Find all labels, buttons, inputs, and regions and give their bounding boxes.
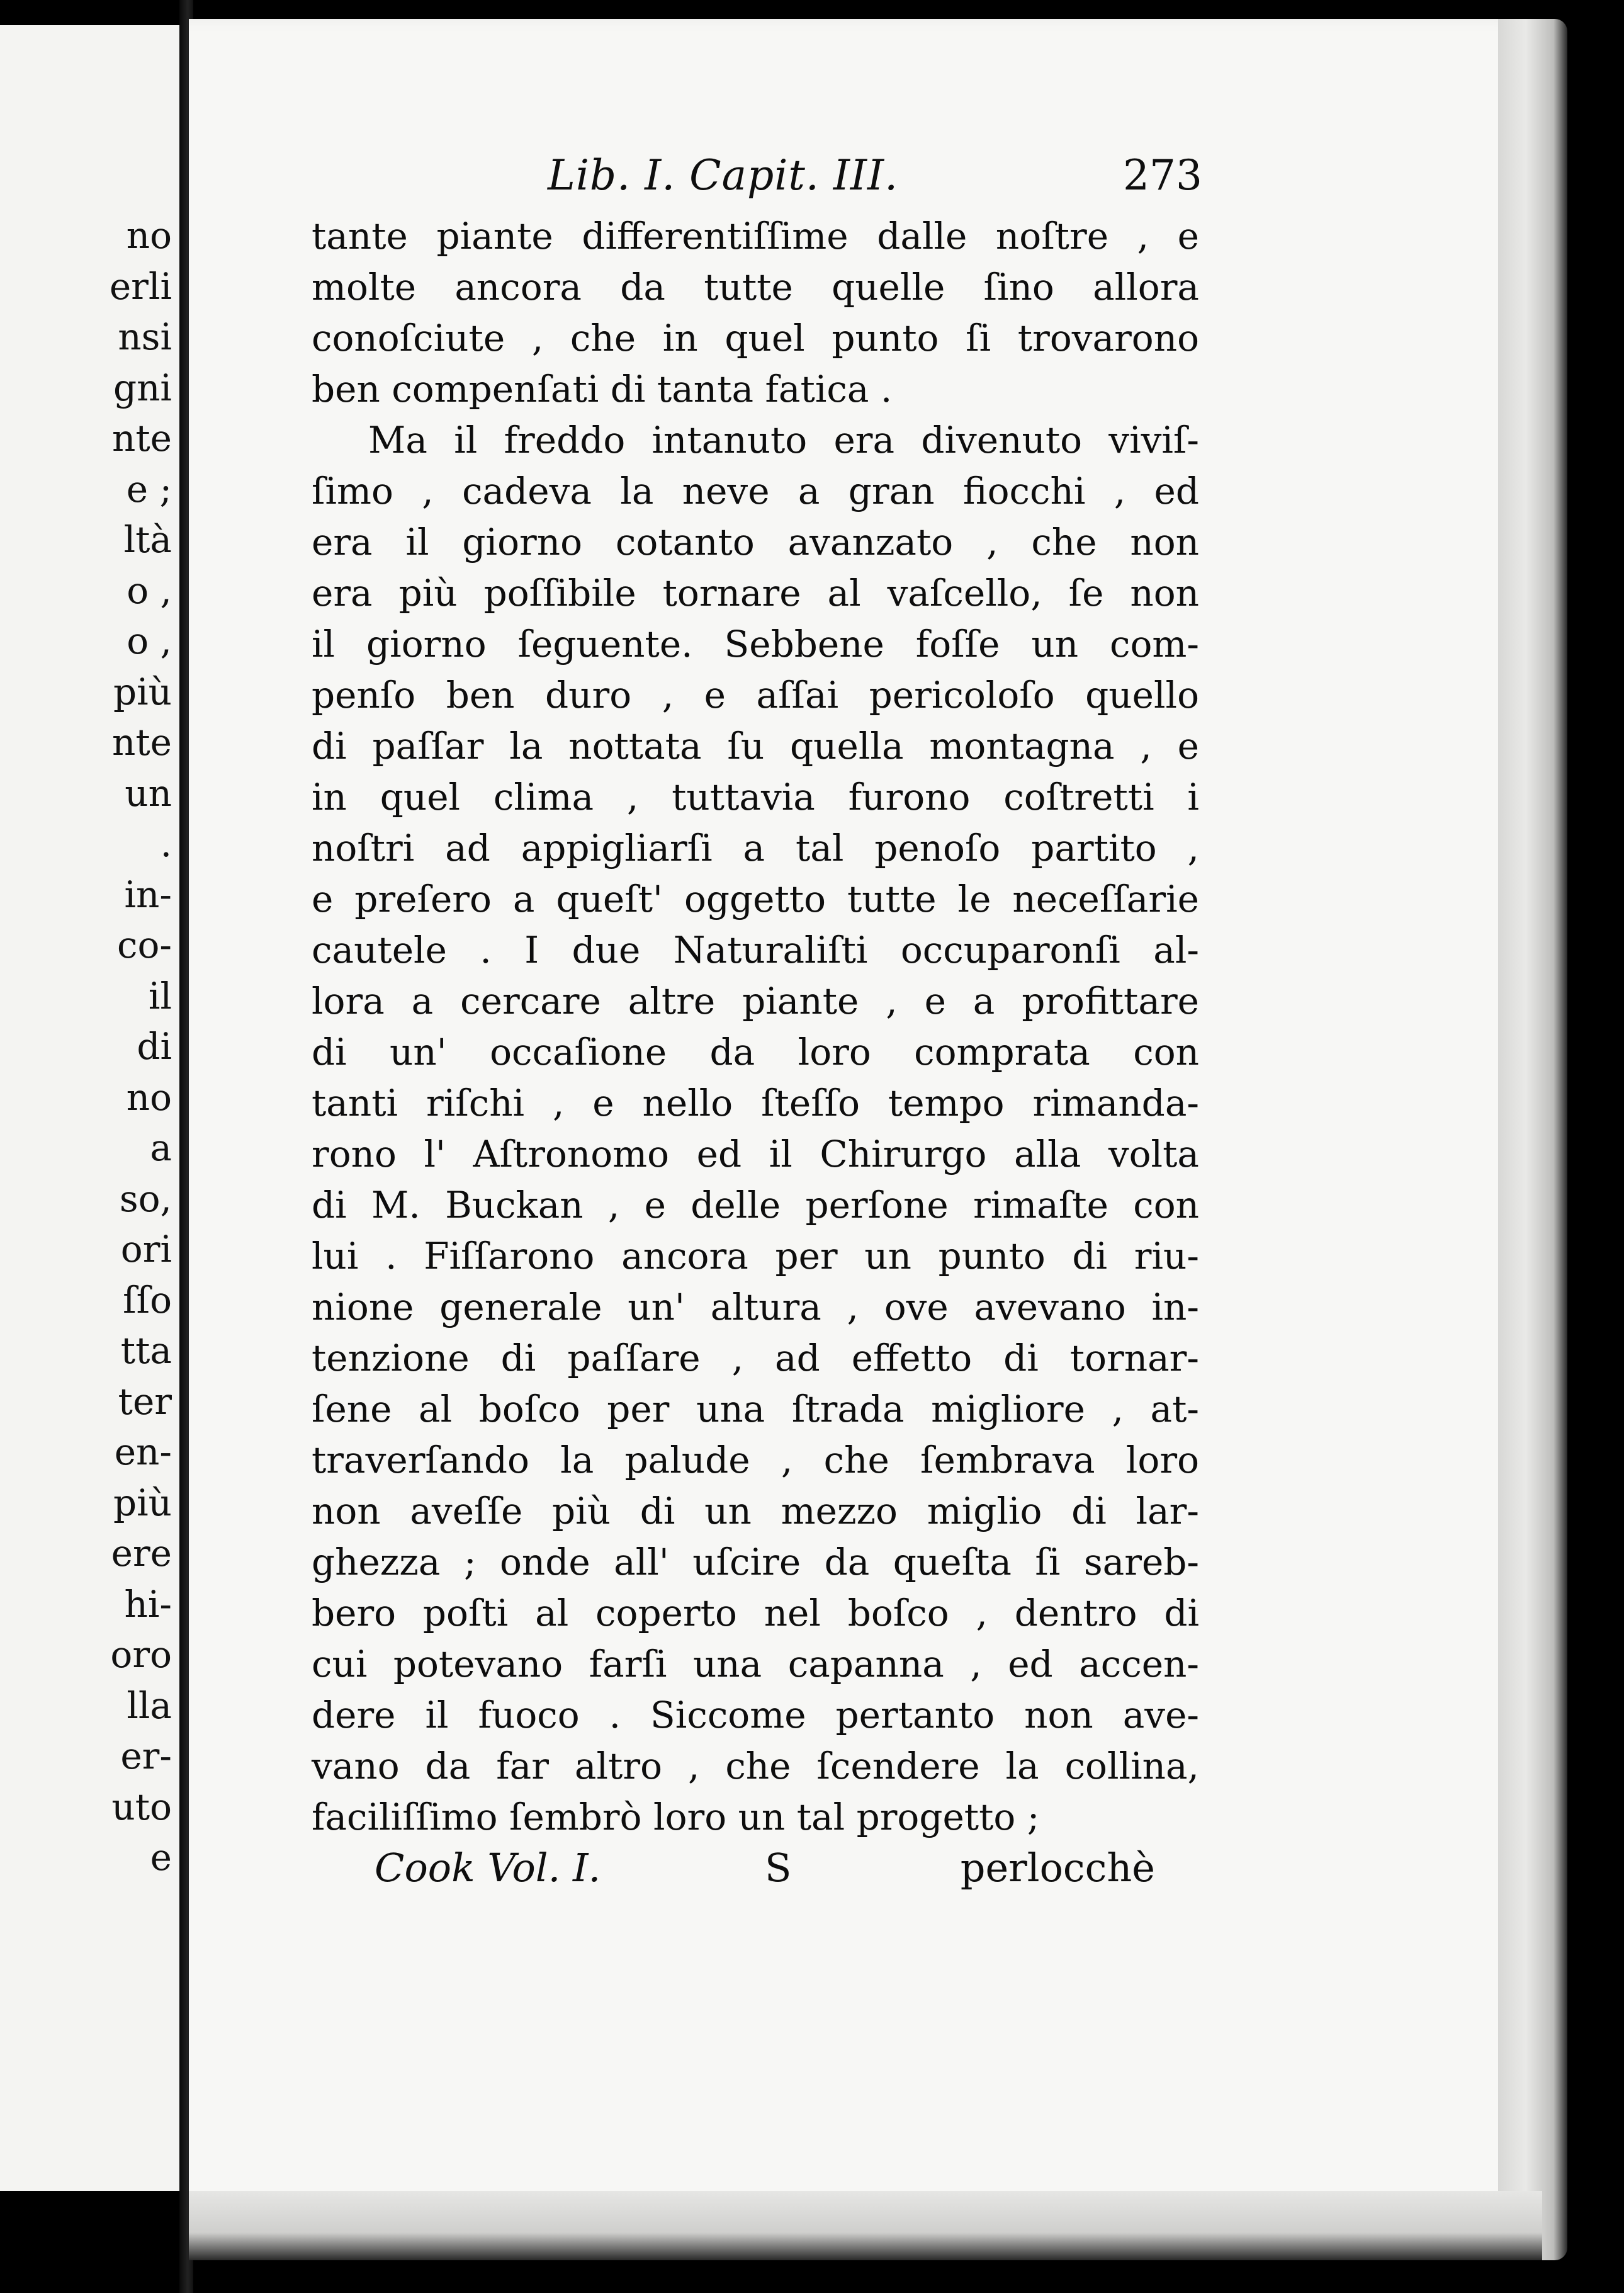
text-line: nione generale un' altura , ove avevano in- — [312, 1286, 1199, 1328]
left-page-line-fragment: o , — [127, 569, 172, 612]
left-page-line-fragment: a — [150, 1126, 172, 1169]
text-line: faciliſſimo ſembrò loro un tal progetto ; — [312, 1796, 1040, 1838]
text-line: di un' occaſione da loro comprata con — [312, 1031, 1199, 1073]
text-line: dere il fuoco . Siccome pertanto non ave- — [312, 1694, 1199, 1736]
page-footer — [375, 1845, 1155, 1901]
left-page-line-fragment: ori — [120, 1228, 172, 1271]
text-line: il giorno ſeguente. Sebbene foſſe un com- — [312, 623, 1199, 665]
catchword: perlocchè — [960, 1845, 1155, 1891]
signature-line: Cook Vol. I. — [375, 1845, 601, 1891]
left-page-line-fragment: nte — [112, 417, 172, 460]
text-line: lora a cercare altre piante , e a profittare — [312, 980, 1199, 1022]
text-line: di M. Buckan , e delle perſone rimaſte con — [312, 1184, 1199, 1226]
text-line: penſo ben duro , e aſſai pericoloſo quello — [312, 674, 1199, 716]
text-line: vano da far altro , che ſcendere la collina, — [312, 1745, 1199, 1787]
left-page-line-fragment: gni — [113, 366, 172, 409]
left-page-line-fragment: oro — [110, 1633, 172, 1676]
text-line: ſimo , cadeva la neve a gran fiocchi , ed — [312, 470, 1199, 512]
left-page-line-fragment: o , — [127, 620, 172, 662]
text-line: noſtri ad appigliarſi a tal penoſo partito , — [312, 827, 1199, 869]
left-page-line-fragment: ltà — [123, 518, 172, 561]
left-page-line-fragment: co- — [117, 924, 172, 966]
text-line: ſene al boſco per una ſtrada migliore , at- — [312, 1388, 1199, 1430]
text-line: e preſero a queſt' oggetto tutte le neceſſarie — [312, 878, 1199, 920]
text-line: traverſando la palude , che ſembrava loro — [312, 1439, 1199, 1481]
text-line: in quel clima , tuttavia furono coſtretti i — [312, 776, 1199, 818]
left-page-line-fragment: lla — [127, 1684, 172, 1727]
page-header — [548, 151, 1215, 208]
text-line: di paſſar la nottata ſu quella montagna , e — [312, 725, 1199, 767]
left-page-line-fragment: il — [148, 974, 172, 1017]
left-page-line-fragment: più — [113, 670, 172, 713]
page-bottom-edge — [189, 2191, 1542, 2260]
text-line: conoſciute , che in quel punto ſi trovarono — [312, 317, 1199, 360]
left-page-line-fragment: uto — [111, 1785, 172, 1828]
left-page-line-fragment: e — [150, 1836, 172, 1879]
left-page-line-fragment: hi- — [124, 1582, 172, 1626]
text-line: cui potevano farſi una capanna , ed accen- — [312, 1643, 1199, 1685]
text-line: tenzione di paſſare , ad effetto di tornar- — [312, 1337, 1199, 1379]
left-page-line-fragment: in- — [124, 873, 172, 916]
text-line: tante piante differentiſſime dalle noſtre , e — [312, 215, 1199, 258]
text-line: era il giorno cotanto avanzato , che non — [312, 521, 1199, 563]
text-line: tanti riſchi , e nello ſteſſo tempo rimanda- — [312, 1082, 1199, 1124]
left-page-line-fragment: ere — [111, 1532, 172, 1575]
left-page-line-fragment: di — [137, 1025, 172, 1068]
left-facing-page — [0, 25, 183, 2191]
text-line: ghezza ; onde all' uſcire da queſta ſi sareb- — [312, 1541, 1199, 1583]
body-text — [312, 211, 1199, 1843]
left-page-line-fragment: erli — [109, 264, 172, 308]
left-page-line-fragment: ter — [118, 1379, 172, 1423]
page-number: 273 — [1123, 151, 1202, 200]
left-page-line-fragment: e ; — [126, 467, 172, 511]
left-page-line-fragment: en- — [114, 1430, 172, 1473]
left-page-line-fragment: nte — [112, 721, 172, 764]
signature-mark: S — [765, 1845, 792, 1891]
left-page-line-fragment: nsi — [118, 315, 172, 358]
text-line: cautele . I due Naturaliſti occuparonſi al- — [312, 929, 1199, 971]
left-page-line-fragment: più — [113, 1481, 172, 1524]
text-line: ben compenſati di tanta fatica . — [312, 368, 893, 410]
text-line: non aveſſe più di un mezzo miglio di lar- — [312, 1490, 1199, 1532]
left-page-line-fragment: . — [160, 822, 172, 865]
running-head: Lib. I. Capit. III. — [548, 151, 899, 200]
left-page-line-fragment: no — [126, 1075, 172, 1119]
page-edge-stack — [1498, 19, 1567, 2260]
left-page-line-fragment: no — [126, 214, 172, 257]
left-page-line-fragment: ſſo — [123, 1278, 172, 1322]
text-line: lui . Fiſſarono ancora per un punto di riu- — [312, 1235, 1199, 1277]
text-line: molte ancora da tutte quelle ſino allora — [312, 266, 1199, 309]
left-page-line-fragment: er- — [120, 1735, 172, 1777]
text-line: Ma il freddo intanuto era divenuto viviſ- — [368, 419, 1199, 461]
left-page-line-fragment: so, — [119, 1177, 172, 1220]
text-line: bero poſti al coperto nel boſco , dentro di — [312, 1592, 1199, 1634]
text-line: rono l' Aſtronomo ed il Chirurgo alla volta — [312, 1133, 1199, 1175]
left-page-line-fragment: un — [125, 771, 172, 815]
left-page-line-fragment: tta — [120, 1329, 172, 1372]
text-line: era più poſſibile tornare al vaſcello, ſe non — [312, 572, 1199, 614]
